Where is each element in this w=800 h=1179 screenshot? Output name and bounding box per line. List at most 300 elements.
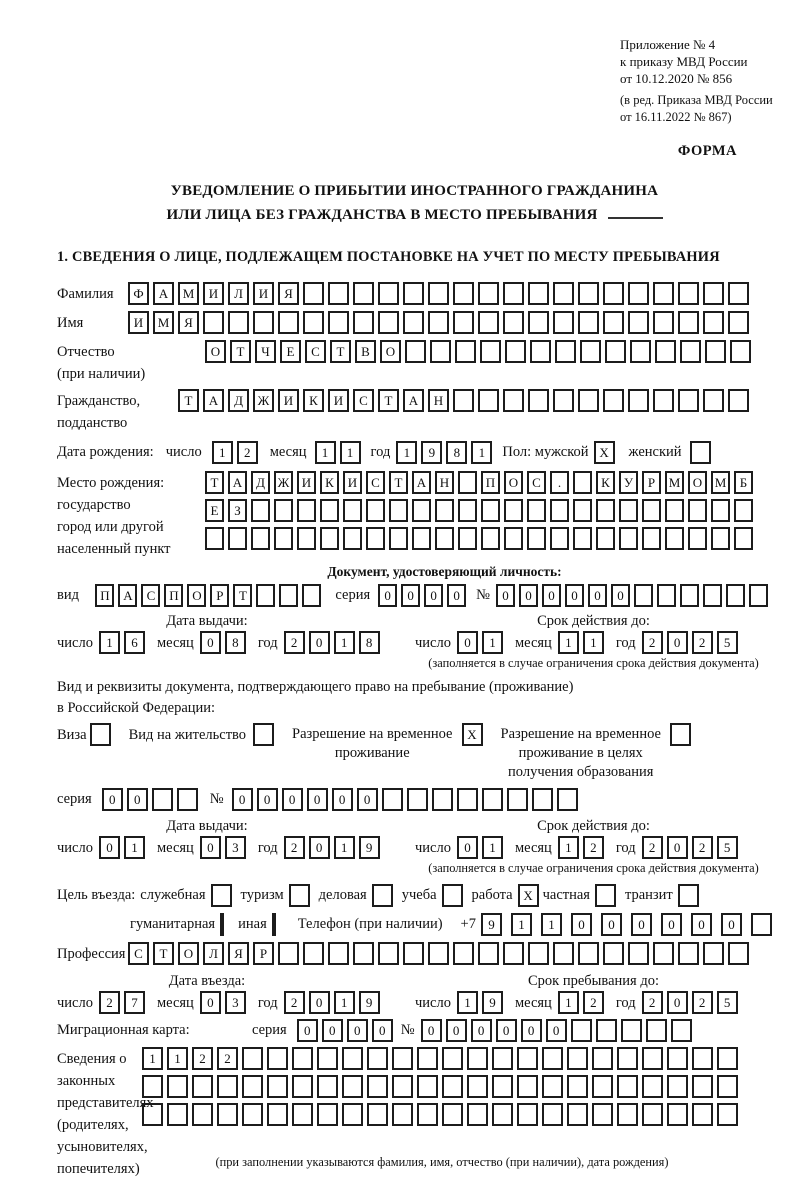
char-cell[interactable]: Н bbox=[428, 389, 449, 412]
char-cell[interactable] bbox=[342, 1047, 363, 1070]
char-cell[interactable] bbox=[478, 389, 499, 412]
char-cell[interactable] bbox=[578, 942, 599, 965]
char-cell[interactable]: 9 bbox=[481, 913, 502, 936]
char-cell[interactable]: И bbox=[278, 389, 299, 412]
purpose-official-checkbox[interactable] bbox=[211, 884, 232, 907]
char-cell[interactable] bbox=[667, 1103, 688, 1126]
char-cell[interactable] bbox=[528, 311, 549, 334]
char-cell[interactable]: 0 bbox=[357, 788, 378, 811]
char-cell[interactable] bbox=[717, 1047, 738, 1070]
char-cell[interactable]: 1 bbox=[396, 441, 417, 464]
char-cell[interactable] bbox=[392, 1103, 413, 1126]
char-cell[interactable]: Ж bbox=[274, 471, 293, 494]
char-cell[interactable] bbox=[274, 499, 293, 522]
char-cell[interactable] bbox=[567, 1103, 588, 1126]
char-cell[interactable]: 0 bbox=[200, 836, 221, 859]
char-cell[interactable]: 1 bbox=[124, 836, 145, 859]
char-cell[interactable] bbox=[412, 499, 431, 522]
char-cell[interactable] bbox=[378, 311, 399, 334]
char-cell[interactable] bbox=[205, 527, 224, 550]
char-cell[interactable] bbox=[251, 527, 270, 550]
char-cell[interactable] bbox=[571, 1019, 592, 1042]
char-cell[interactable]: Д bbox=[251, 471, 270, 494]
char-cell[interactable]: С bbox=[141, 584, 160, 607]
char-cell[interactable]: 8 bbox=[225, 631, 246, 654]
char-cell[interactable] bbox=[217, 1075, 238, 1098]
char-cell[interactable]: 0 bbox=[447, 584, 466, 607]
char-cell[interactable]: 2 bbox=[284, 991, 305, 1014]
char-cell[interactable]: 0 bbox=[601, 913, 622, 936]
char-cell[interactable]: Я bbox=[178, 311, 199, 334]
char-cell[interactable] bbox=[711, 499, 730, 522]
char-cell[interactable] bbox=[553, 942, 574, 965]
char-cell[interactable]: 0 bbox=[546, 1019, 567, 1042]
char-cell[interactable] bbox=[242, 1103, 263, 1126]
char-cell[interactable]: 0 bbox=[372, 1019, 393, 1042]
char-cell[interactable] bbox=[353, 311, 374, 334]
char-cell[interactable] bbox=[320, 499, 339, 522]
purpose-other-checkbox[interactable] bbox=[272, 913, 276, 936]
char-cell[interactable]: 0 bbox=[667, 991, 688, 1014]
char-cell[interactable]: 1 bbox=[471, 441, 492, 464]
purpose-transit-checkbox[interactable] bbox=[678, 884, 699, 907]
char-cell[interactable] bbox=[634, 584, 653, 607]
char-cell[interactable]: 2 bbox=[583, 836, 604, 859]
char-cell[interactable]: Я bbox=[278, 282, 299, 305]
char-cell[interactable] bbox=[678, 389, 699, 412]
char-cell[interactable]: 3 bbox=[225, 991, 246, 1014]
char-cell[interactable]: Ч bbox=[255, 340, 276, 363]
char-cell[interactable]: С bbox=[128, 942, 149, 965]
char-cell[interactable] bbox=[453, 942, 474, 965]
char-cell[interactable]: 0 bbox=[347, 1019, 368, 1042]
char-cell[interactable] bbox=[542, 1103, 563, 1126]
char-cell[interactable] bbox=[642, 527, 661, 550]
char-cell[interactable] bbox=[527, 499, 546, 522]
char-cell[interactable]: 0 bbox=[521, 1019, 542, 1042]
char-cell[interactable] bbox=[267, 1047, 288, 1070]
char-cell[interactable]: 5 bbox=[717, 991, 738, 1014]
char-cell[interactable]: К bbox=[303, 389, 324, 412]
char-cell[interactable] bbox=[478, 282, 499, 305]
char-cell[interactable] bbox=[688, 499, 707, 522]
char-cell[interactable]: 1 bbox=[482, 836, 503, 859]
char-cell[interactable]: 0 bbox=[401, 584, 420, 607]
char-cell[interactable]: О bbox=[205, 340, 226, 363]
visa-checkbox[interactable] bbox=[90, 723, 111, 746]
char-cell[interactable] bbox=[603, 942, 624, 965]
char-cell[interactable]: 2 bbox=[583, 991, 604, 1014]
char-cell[interactable] bbox=[703, 584, 722, 607]
char-cell[interactable]: 1 bbox=[142, 1047, 163, 1070]
char-cell[interactable] bbox=[542, 1047, 563, 1070]
char-cell[interactable]: 0 bbox=[565, 584, 584, 607]
char-cell[interactable] bbox=[458, 499, 477, 522]
char-cell[interactable] bbox=[703, 282, 724, 305]
char-cell[interactable] bbox=[453, 282, 474, 305]
char-cell[interactable] bbox=[353, 942, 374, 965]
char-cell[interactable] bbox=[503, 311, 524, 334]
char-cell[interactable] bbox=[653, 942, 674, 965]
char-cell[interactable]: Ж bbox=[253, 389, 274, 412]
char-cell[interactable]: Я bbox=[228, 942, 249, 965]
char-cell[interactable]: Ф bbox=[128, 282, 149, 305]
char-cell[interactable] bbox=[412, 527, 431, 550]
char-cell[interactable]: К bbox=[596, 471, 615, 494]
char-cell[interactable]: О bbox=[504, 471, 523, 494]
char-cell[interactable] bbox=[567, 1075, 588, 1098]
char-cell[interactable] bbox=[480, 340, 501, 363]
char-cell[interactable] bbox=[667, 1047, 688, 1070]
char-cell[interactable]: И bbox=[253, 282, 274, 305]
char-cell[interactable] bbox=[573, 499, 592, 522]
char-cell[interactable] bbox=[592, 1103, 613, 1126]
char-cell[interactable]: 6 bbox=[124, 631, 145, 654]
char-cell[interactable]: 2 bbox=[284, 836, 305, 859]
char-cell[interactable] bbox=[367, 1075, 388, 1098]
char-cell[interactable] bbox=[292, 1075, 313, 1098]
char-cell[interactable] bbox=[628, 942, 649, 965]
char-cell[interactable] bbox=[550, 499, 569, 522]
char-cell[interactable] bbox=[467, 1047, 488, 1070]
char-cell[interactable]: С bbox=[305, 340, 326, 363]
char-cell[interactable]: 1 bbox=[340, 441, 361, 464]
char-cell[interactable] bbox=[342, 1075, 363, 1098]
char-cell[interactable]: Т bbox=[178, 389, 199, 412]
char-cell[interactable]: 2 bbox=[237, 441, 258, 464]
char-cell[interactable] bbox=[503, 389, 524, 412]
char-cell[interactable] bbox=[711, 527, 730, 550]
char-cell[interactable]: 0 bbox=[200, 991, 221, 1014]
char-cell[interactable] bbox=[642, 1047, 663, 1070]
char-cell[interactable]: М bbox=[178, 282, 199, 305]
char-cell[interactable] bbox=[630, 340, 651, 363]
char-cell[interactable] bbox=[167, 1075, 188, 1098]
char-cell[interactable] bbox=[617, 1047, 638, 1070]
char-cell[interactable]: Л bbox=[203, 942, 224, 965]
char-cell[interactable] bbox=[578, 311, 599, 334]
char-cell[interactable] bbox=[596, 1019, 617, 1042]
char-cell[interactable]: А bbox=[153, 282, 174, 305]
char-cell[interactable] bbox=[442, 1103, 463, 1126]
char-cell[interactable]: 1 bbox=[334, 836, 355, 859]
char-cell[interactable]: 0 bbox=[322, 1019, 343, 1042]
char-cell[interactable]: Т bbox=[153, 942, 174, 965]
char-cell[interactable]: М bbox=[153, 311, 174, 334]
char-cell[interactable]: 0 bbox=[667, 631, 688, 654]
char-cell[interactable] bbox=[292, 1103, 313, 1126]
char-cell[interactable] bbox=[453, 311, 474, 334]
char-cell[interactable]: К bbox=[320, 471, 339, 494]
temp-residence-edu-checkbox[interactable] bbox=[670, 723, 691, 746]
char-cell[interactable]: 0 bbox=[232, 788, 253, 811]
char-cell[interactable] bbox=[617, 1103, 638, 1126]
char-cell[interactable]: 2 bbox=[192, 1047, 213, 1070]
char-cell[interactable]: 2 bbox=[692, 836, 713, 859]
char-cell[interactable]: З bbox=[228, 499, 247, 522]
char-cell[interactable]: 1 bbox=[541, 913, 562, 936]
char-cell[interactable]: П bbox=[481, 471, 500, 494]
char-cell[interactable]: 2 bbox=[642, 836, 663, 859]
char-cell[interactable] bbox=[730, 340, 751, 363]
char-cell[interactable]: П bbox=[95, 584, 114, 607]
purpose-tourism-checkbox[interactable] bbox=[289, 884, 310, 907]
char-cell[interactable]: 5 bbox=[717, 631, 738, 654]
char-cell[interactable] bbox=[619, 527, 638, 550]
char-cell[interactable]: О bbox=[187, 584, 206, 607]
char-cell[interactable] bbox=[653, 282, 674, 305]
char-cell[interactable] bbox=[553, 282, 574, 305]
gender-male-checkbox[interactable]: X bbox=[594, 441, 615, 464]
char-cell[interactable] bbox=[478, 942, 499, 965]
char-cell[interactable] bbox=[621, 1019, 642, 1042]
char-cell[interactable] bbox=[458, 471, 477, 494]
char-cell[interactable]: У bbox=[619, 471, 638, 494]
char-cell[interactable] bbox=[678, 942, 699, 965]
char-cell[interactable]: О bbox=[380, 340, 401, 363]
char-cell[interactable]: 0 bbox=[667, 836, 688, 859]
char-cell[interactable]: 0 bbox=[424, 584, 443, 607]
char-cell[interactable]: М bbox=[665, 471, 684, 494]
char-cell[interactable]: И bbox=[203, 282, 224, 305]
char-cell[interactable]: А bbox=[118, 584, 137, 607]
char-cell[interactable] bbox=[442, 1047, 463, 1070]
char-cell[interactable] bbox=[703, 311, 724, 334]
char-cell[interactable] bbox=[717, 1075, 738, 1098]
char-cell[interactable]: Т bbox=[389, 471, 408, 494]
char-cell[interactable]: С bbox=[353, 389, 374, 412]
char-cell[interactable] bbox=[678, 311, 699, 334]
char-cell[interactable] bbox=[573, 527, 592, 550]
char-cell[interactable] bbox=[417, 1103, 438, 1126]
char-cell[interactable]: 0 bbox=[257, 788, 278, 811]
char-cell[interactable]: 0 bbox=[421, 1019, 442, 1042]
char-cell[interactable]: 2 bbox=[284, 631, 305, 654]
char-cell[interactable] bbox=[343, 499, 362, 522]
char-cell[interactable] bbox=[432, 788, 453, 811]
char-cell[interactable]: Е bbox=[280, 340, 301, 363]
char-cell[interactable] bbox=[728, 282, 749, 305]
char-cell[interactable] bbox=[278, 942, 299, 965]
purpose-business-checkbox[interactable] bbox=[372, 884, 393, 907]
char-cell[interactable]: С bbox=[527, 471, 546, 494]
char-cell[interactable]: 2 bbox=[692, 631, 713, 654]
char-cell[interactable] bbox=[578, 389, 599, 412]
char-cell[interactable]: 1 bbox=[167, 1047, 188, 1070]
char-cell[interactable] bbox=[517, 1103, 538, 1126]
char-cell[interactable] bbox=[619, 499, 638, 522]
char-cell[interactable] bbox=[665, 499, 684, 522]
char-cell[interactable] bbox=[505, 340, 526, 363]
char-cell[interactable] bbox=[403, 942, 424, 965]
char-cell[interactable]: 0 bbox=[446, 1019, 467, 1042]
char-cell[interactable]: 1 bbox=[558, 991, 579, 1014]
char-cell[interactable] bbox=[403, 282, 424, 305]
char-cell[interactable]: 0 bbox=[307, 788, 328, 811]
char-cell[interactable]: 0 bbox=[691, 913, 712, 936]
char-cell[interactable]: 0 bbox=[282, 788, 303, 811]
char-cell[interactable]: 1 bbox=[583, 631, 604, 654]
char-cell[interactable]: 0 bbox=[496, 1019, 517, 1042]
char-cell[interactable] bbox=[417, 1075, 438, 1098]
char-cell[interactable]: 9 bbox=[359, 991, 380, 1014]
char-cell[interactable] bbox=[657, 584, 676, 607]
char-cell[interactable] bbox=[142, 1075, 163, 1098]
gender-female-checkbox[interactable] bbox=[690, 441, 711, 464]
purpose-work-checkbox[interactable]: X bbox=[518, 884, 539, 907]
char-cell[interactable] bbox=[717, 1103, 738, 1126]
char-cell[interactable]: Л bbox=[228, 282, 249, 305]
char-cell[interactable] bbox=[303, 942, 324, 965]
char-cell[interactable] bbox=[567, 1047, 588, 1070]
char-cell[interactable]: 1 bbox=[334, 631, 355, 654]
char-cell[interactable]: 5 bbox=[717, 836, 738, 859]
char-cell[interactable] bbox=[555, 340, 576, 363]
char-cell[interactable] bbox=[703, 389, 724, 412]
char-cell[interactable] bbox=[628, 282, 649, 305]
char-cell[interactable]: И bbox=[128, 311, 149, 334]
char-cell[interactable] bbox=[430, 340, 451, 363]
char-cell[interactable] bbox=[403, 311, 424, 334]
char-cell[interactable] bbox=[728, 389, 749, 412]
char-cell[interactable]: 0 bbox=[611, 584, 630, 607]
char-cell[interactable] bbox=[353, 282, 374, 305]
char-cell[interactable]: 2 bbox=[642, 991, 663, 1014]
char-cell[interactable] bbox=[203, 311, 224, 334]
purpose-study-checkbox[interactable] bbox=[442, 884, 463, 907]
char-cell[interactable] bbox=[653, 311, 674, 334]
char-cell[interactable] bbox=[292, 1047, 313, 1070]
char-cell[interactable] bbox=[603, 389, 624, 412]
char-cell[interactable] bbox=[256, 584, 275, 607]
char-cell[interactable]: 0 bbox=[297, 1019, 318, 1042]
char-cell[interactable]: 0 bbox=[332, 788, 353, 811]
char-cell[interactable] bbox=[678, 282, 699, 305]
char-cell[interactable] bbox=[279, 584, 298, 607]
char-cell[interactable] bbox=[550, 527, 569, 550]
char-cell[interactable] bbox=[142, 1103, 163, 1126]
char-cell[interactable] bbox=[642, 1103, 663, 1126]
char-cell[interactable]: Р bbox=[210, 584, 229, 607]
char-cell[interactable]: 2 bbox=[99, 991, 120, 1014]
char-cell[interactable]: 0 bbox=[99, 836, 120, 859]
char-cell[interactable] bbox=[527, 527, 546, 550]
char-cell[interactable] bbox=[192, 1075, 213, 1098]
char-cell[interactable] bbox=[504, 527, 523, 550]
char-cell[interactable]: 0 bbox=[631, 913, 652, 936]
char-cell[interactable]: 0 bbox=[309, 991, 330, 1014]
char-cell[interactable] bbox=[492, 1103, 513, 1126]
char-cell[interactable] bbox=[680, 584, 699, 607]
char-cell[interactable]: 9 bbox=[482, 991, 503, 1014]
char-cell[interactable]: 1 bbox=[457, 991, 478, 1014]
char-cell[interactable] bbox=[688, 527, 707, 550]
char-cell[interactable] bbox=[504, 499, 523, 522]
char-cell[interactable]: Т bbox=[330, 340, 351, 363]
char-cell[interactable] bbox=[553, 389, 574, 412]
char-cell[interactable]: 8 bbox=[446, 441, 467, 464]
char-cell[interactable] bbox=[734, 499, 753, 522]
char-cell[interactable]: М bbox=[711, 471, 730, 494]
char-cell[interactable] bbox=[228, 311, 249, 334]
char-cell[interactable]: Р bbox=[642, 471, 661, 494]
char-cell[interactable] bbox=[482, 788, 503, 811]
char-cell[interactable]: О bbox=[688, 471, 707, 494]
char-cell[interactable] bbox=[382, 788, 403, 811]
char-cell[interactable] bbox=[320, 527, 339, 550]
char-cell[interactable]: Т bbox=[230, 340, 251, 363]
char-cell[interactable] bbox=[503, 942, 524, 965]
char-cell[interactable] bbox=[428, 942, 449, 965]
char-cell[interactable] bbox=[302, 584, 321, 607]
char-cell[interactable] bbox=[528, 282, 549, 305]
char-cell[interactable]: 0 bbox=[309, 631, 330, 654]
char-cell[interactable]: 0 bbox=[519, 584, 538, 607]
char-cell[interactable] bbox=[503, 282, 524, 305]
char-cell[interactable]: С bbox=[366, 471, 385, 494]
char-cell[interactable]: 1 bbox=[558, 836, 579, 859]
char-cell[interactable]: . bbox=[550, 471, 569, 494]
char-cell[interactable] bbox=[428, 282, 449, 305]
char-cell[interactable] bbox=[492, 1075, 513, 1098]
char-cell[interactable] bbox=[217, 1103, 238, 1126]
char-cell[interactable] bbox=[392, 1047, 413, 1070]
char-cell[interactable] bbox=[317, 1047, 338, 1070]
char-cell[interactable] bbox=[267, 1075, 288, 1098]
char-cell[interactable] bbox=[528, 389, 549, 412]
char-cell[interactable] bbox=[573, 471, 592, 494]
char-cell[interactable] bbox=[642, 1075, 663, 1098]
char-cell[interactable]: 9 bbox=[421, 441, 442, 464]
char-cell[interactable] bbox=[242, 1047, 263, 1070]
char-cell[interactable] bbox=[389, 499, 408, 522]
char-cell[interactable] bbox=[192, 1103, 213, 1126]
char-cell[interactable] bbox=[517, 1075, 538, 1098]
char-cell[interactable]: Д bbox=[228, 389, 249, 412]
char-cell[interactable] bbox=[366, 499, 385, 522]
char-cell[interactable] bbox=[692, 1047, 713, 1070]
char-cell[interactable] bbox=[557, 788, 578, 811]
char-cell[interactable] bbox=[749, 584, 768, 607]
char-cell[interactable] bbox=[367, 1103, 388, 1126]
char-cell[interactable] bbox=[343, 527, 362, 550]
char-cell[interactable] bbox=[726, 584, 745, 607]
char-cell[interactable] bbox=[671, 1019, 692, 1042]
char-cell[interactable] bbox=[317, 1103, 338, 1126]
char-cell[interactable]: 0 bbox=[542, 584, 561, 607]
char-cell[interactable] bbox=[274, 527, 293, 550]
char-cell[interactable] bbox=[297, 499, 316, 522]
char-cell[interactable] bbox=[628, 311, 649, 334]
char-cell[interactable]: 2 bbox=[217, 1047, 238, 1070]
char-cell[interactable] bbox=[407, 788, 428, 811]
char-cell[interactable]: 0 bbox=[200, 631, 221, 654]
char-cell[interactable]: О bbox=[178, 942, 199, 965]
char-cell[interactable]: А bbox=[228, 471, 247, 494]
char-cell[interactable] bbox=[751, 913, 772, 936]
residence-permit-checkbox[interactable] bbox=[253, 723, 274, 746]
char-cell[interactable] bbox=[596, 499, 615, 522]
char-cell[interactable] bbox=[366, 527, 385, 550]
char-cell[interactable] bbox=[553, 311, 574, 334]
char-cell[interactable] bbox=[278, 311, 299, 334]
char-cell[interactable] bbox=[728, 942, 749, 965]
char-cell[interactable] bbox=[317, 1075, 338, 1098]
char-cell[interactable] bbox=[442, 1075, 463, 1098]
char-cell[interactable]: Н bbox=[435, 471, 454, 494]
char-cell[interactable]: 9 bbox=[359, 836, 380, 859]
char-cell[interactable] bbox=[542, 1075, 563, 1098]
